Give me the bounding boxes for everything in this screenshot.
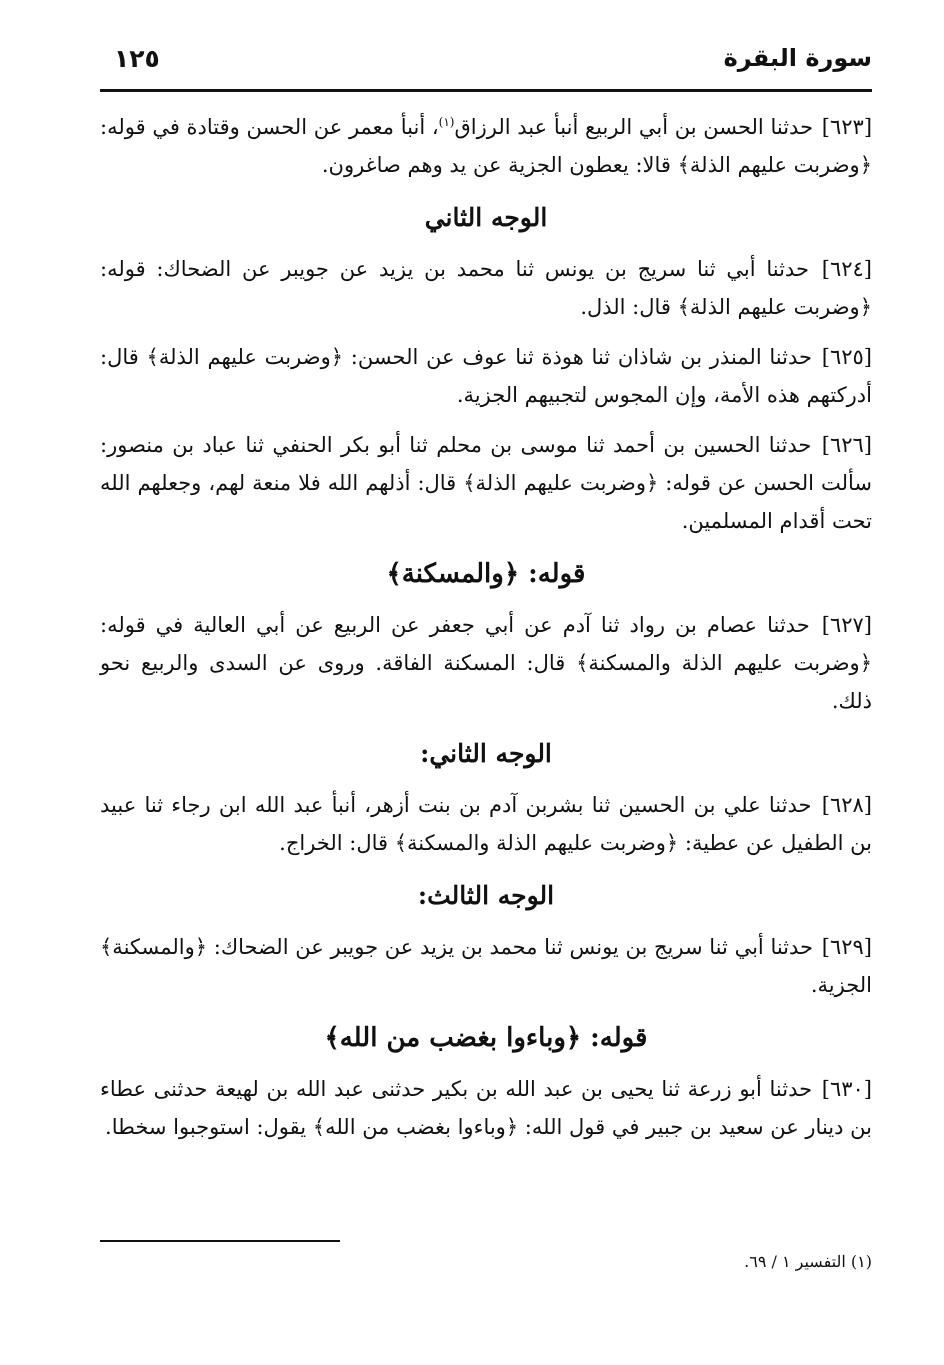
narration-number: [٦٢٨]	[821, 793, 872, 817]
narration-text: حدثنا الحسن بن أبي الربيع أنبأ عبد الرزاق	[454, 115, 814, 139]
narration-number: [٦٢٥]	[821, 345, 872, 369]
narration-number: [٦٢٤]	[821, 257, 872, 281]
narration-paragraph	[100, 1070, 872, 1146]
narration-text: حدثنا عصام بن رواد ثنا آدم عن أبي جعفر عن الربيع عن أبي العالية في قوله: ﴿وضربت عليهم الذلة والمسكنة﴾ قال: المسكنة الفاقة. وروى عن السدى والربيع نحو ذلك.	[100, 613, 872, 713]
narration-paragraph	[100, 786, 872, 862]
header-divider	[100, 89, 872, 92]
narration-text: حدثنا أبو زرعة ثنا يحيى بن عبد الله بن بكير حدثنى عبد الله بن لهيعة حدثنى عطاء بن دينار عن سعيد بن جبير في قول الله: ﴿وباءوا بغضب من الله﴾ يقول: استوجبوا سخطا.	[100, 1077, 872, 1139]
narration-number: [٦٢٧]	[821, 613, 872, 637]
section-heading: الوجه الثاني:	[420, 739, 552, 768]
narration-text: حدثنا علي بن الحسين ثنا بشربن آدم بن بنت أزهر، أنبأ عبد الله ابن رجاء ثنا عبيد بن الطفيل عن عطية: ﴿وضربت عليهم الذلة والمسكنة﴾ قال: الخراج.	[100, 793, 872, 855]
narration-text: حدثنا الحسين بن أحمد ثنا موسى بن محلم ثنا أبو بكر الحنفي ثنا عباد بن منصور: سألت الحسن عن قوله: ﴿وضربت عليهم الذلة﴾ قال: أذلهم الله فلا منعة لهم، وجعلهم الله تحت أقدام المسلمين.	[100, 433, 872, 533]
narration-paragraph	[100, 928, 872, 1004]
narration-paragraph	[100, 426, 872, 540]
narration-number: [٦٢٣]	[821, 115, 873, 139]
page-body	[100, 108, 872, 1158]
page-header	[100, 40, 872, 92]
section-heading: الوجه الثاني	[424, 203, 548, 232]
narration-paragraph	[100, 338, 872, 414]
page-number: ١٢٥	[114, 44, 160, 73]
narration-text-cont: ، أنبأ معمر عن الحسن وقتادة في قوله: ﴿وضربت عليهم الذلة﴾ قالا: يعطون الجزية عن يد وهم صاغرون.	[100, 115, 872, 177]
narration-paragraph	[100, 250, 872, 326]
narration-text: حدثنا المنذر بن شاذان ثنا هوذة ثنا عوف عن الحسن: ﴿وضربت عليهم الذلة﴾ قال: أدركتهم هذه الأمة، وإن المجوس لتجبيهم الجزية.	[100, 345, 872, 407]
narration-text: حدثنا أبي ثنا سريج بن يونس ثنا محمد بن يزيد عن جويبر عن الضحاك: قوله: ﴿وضربت عليهم الذلة﴾ قال: الذل.	[100, 257, 872, 319]
section-heading: قوله: ﴿وباءوا بغضب من الله﴾	[324, 1023, 648, 1053]
footnote-ref: (١)	[438, 115, 455, 129]
narration-number: [٦٢٦]	[821, 433, 872, 457]
footnote-divider	[100, 1240, 340, 1242]
section-heading: قوله: ﴿والمسكنة﴾	[386, 559, 586, 589]
narration-number: [٦٣٠]	[821, 1077, 872, 1101]
narration-number: [٦٢٩]	[821, 935, 872, 959]
narration-paragraph	[100, 606, 872, 720]
surah-title: سورة البقرة	[723, 44, 872, 72]
footnote: (١) التفسير ١ / ٦٩.	[744, 1252, 872, 1271]
section-heading: الوجه الثالث:	[417, 881, 555, 910]
narration-paragraph	[100, 108, 872, 184]
narration-text: حدثنا أبي ثنا سريج بن يونس ثنا محمد بن يزيد عن جويبر عن الضحاك: ﴿والمسكنة﴾ الجزية.	[100, 935, 872, 997]
